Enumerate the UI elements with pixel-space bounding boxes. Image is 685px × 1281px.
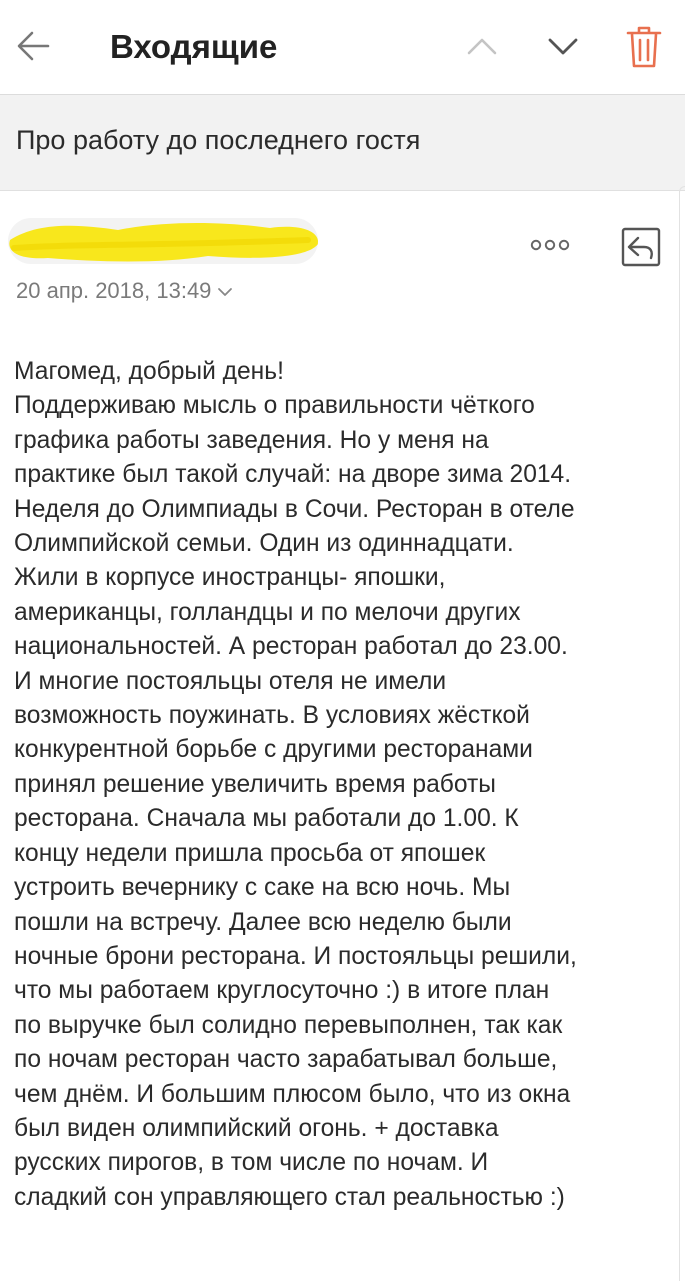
- trash-icon[interactable]: [624, 24, 664, 70]
- body-line: графика работы заведения. Но у меня на: [14, 426, 489, 454]
- body-line: практике был такой случай: на дворе зима 2014.: [14, 461, 572, 489]
- message-subject: Про работу до последнего гостя: [16, 125, 421, 155]
- body-line: Поддерживаю мысль о правильности чёткого: [14, 392, 535, 420]
- redaction-mark: [8, 218, 318, 264]
- more-dots-icon[interactable]: [528, 232, 572, 258]
- reply-icon[interactable]: [620, 226, 662, 268]
- body-line: Жили в корпусе иностранцы- япошки,: [14, 564, 446, 592]
- body-line: Неделя до Олимпиады в Сочи. Ресторан в отеле: [14, 495, 575, 523]
- body-line: был виден олимпийский огонь. + доставка: [14, 1114, 499, 1142]
- chevron-down-icon: [217, 286, 233, 298]
- top-app-bar: [0, 0, 685, 95]
- arrow-left-icon[interactable]: [12, 24, 56, 68]
- body-line: сладкий сон управляющего стал реальностью :): [14, 1183, 565, 1211]
- message-body: [14, 355, 674, 1215]
- body-line: русских пирогов, в том числе по ночам. И: [14, 1149, 489, 1177]
- scrollbar[interactable]: [679, 186, 685, 1281]
- body-line: что мы работаем круглосуточно :) в итоге план: [14, 977, 550, 1005]
- subject-bar: [0, 95, 685, 191]
- message-date-toggle[interactable]: [16, 276, 233, 306]
- body-line: по ночам ресторан часто зарабатывал больше,: [14, 1046, 558, 1074]
- body-line: принял решение увеличить время работы: [14, 770, 496, 798]
- body-line: ночные брони ресторана. И постояльцы решили,: [14, 942, 577, 970]
- page-title: Входящие: [110, 28, 278, 65]
- sender-chip[interactable]: [8, 218, 318, 264]
- message-date: 20 апр. 2018, 13:49: [16, 278, 212, 303]
- body-line: по выручке был солидно перевыполнен, так как: [14, 1011, 563, 1039]
- body-line: ресторана. Сначала мы работали до 1.00. К: [14, 805, 519, 833]
- body-line: И многие постояльцы отеля не имели: [14, 667, 447, 695]
- body-line: Магомед, добрый день!: [14, 358, 284, 385]
- body-line: пошли на встречу. Далее всю неделю были: [14, 908, 512, 936]
- body-line: американцы, голландцы и по мелочи других: [14, 598, 521, 626]
- chevron-down-icon[interactable]: [543, 26, 583, 66]
- body-line: возможность поужинать. В условиях жёсткой: [14, 702, 530, 730]
- chevron-up-icon[interactable]: [462, 26, 502, 66]
- body-line: устроить вечернику с саке на всю ночь. Мы: [14, 874, 511, 902]
- body-line: чем днём. И большим плюсом было, что из окна: [14, 1080, 571, 1108]
- body-line: концу недели пришла просьба от япошек: [14, 839, 486, 867]
- body-line: Олимпийской семьи. Один из одиннадцати.: [14, 530, 514, 558]
- body-line: конкурентной борьбе с другими ресторанами: [14, 736, 533, 764]
- body-line: национальностей. А ресторан работал до 23.00.: [14, 633, 568, 661]
